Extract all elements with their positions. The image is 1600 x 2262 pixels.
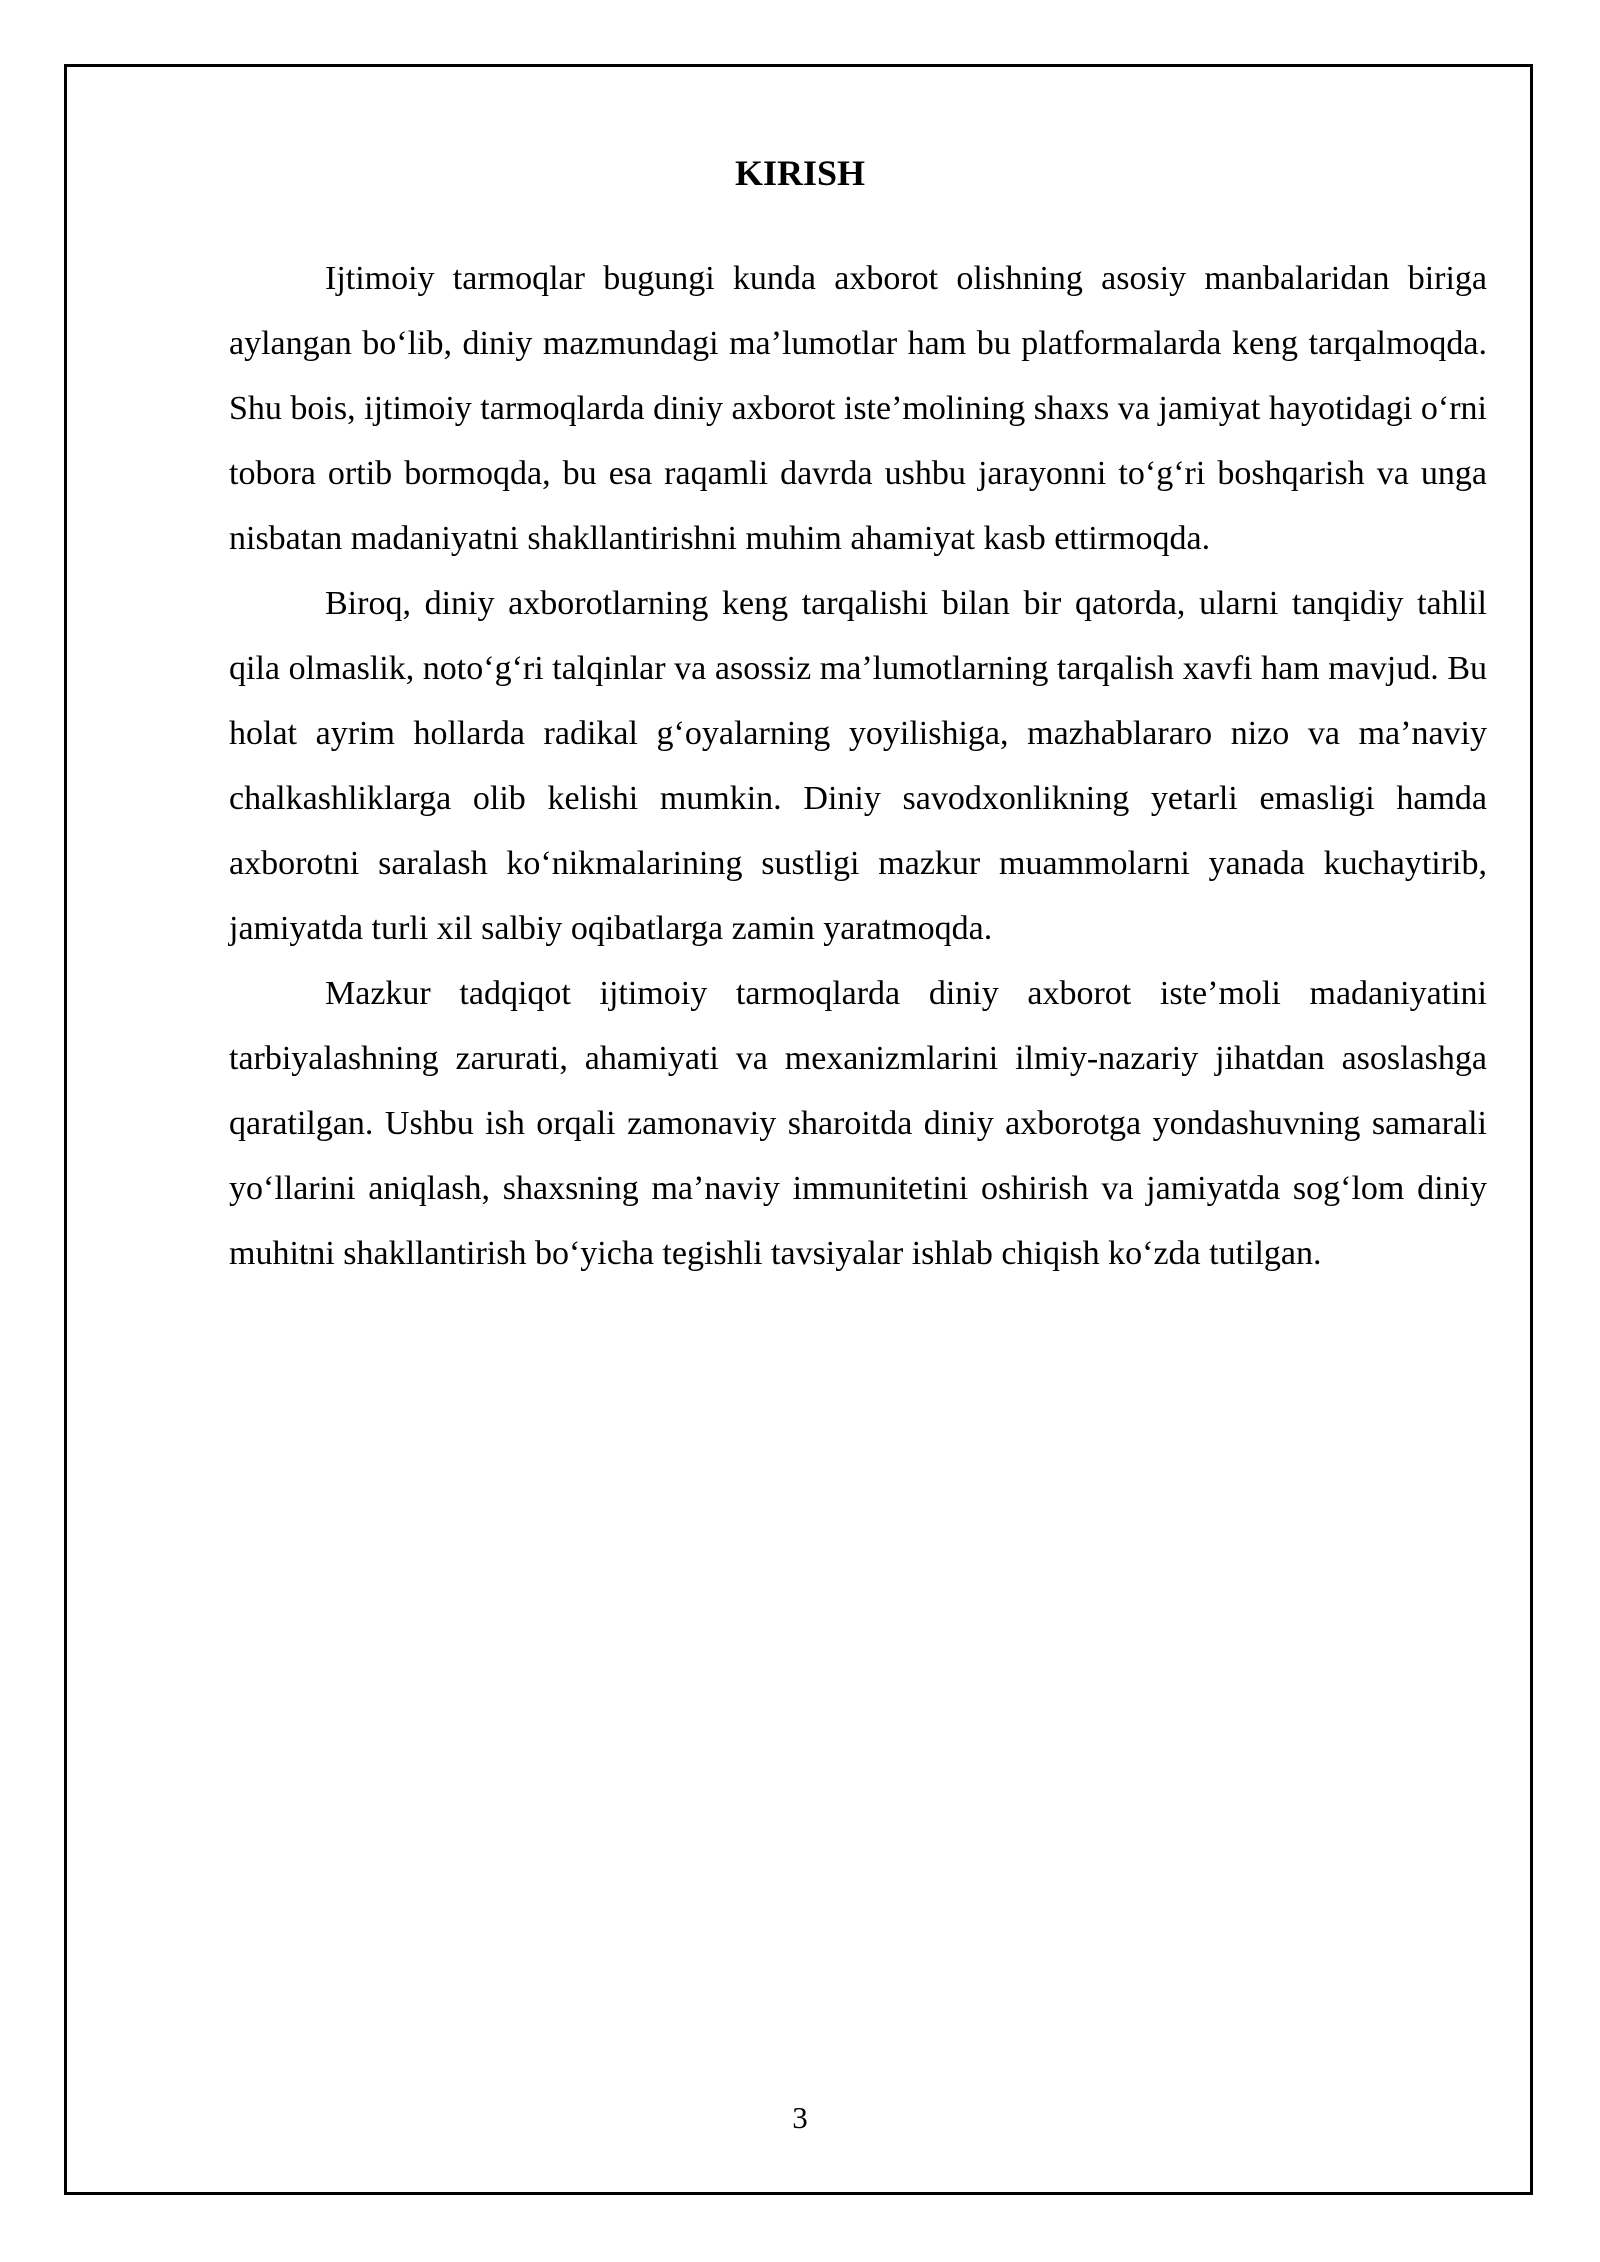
paragraph-3: Mazkur tadqiqot ijtimoiy tarmoqlarda diniy axborot isteʼmoli madaniyatini tarbiyalashning zarurati, ahamiyati va mexanizmlarini ilmiy-nazariy jihatdan asoslashga qaratilgan. Ushbu ish orqali zamonaviy sharoitda diniy axborotga yondashuvning samarali yoʻllarini aniqlash, shaxsning maʼnaviy immunitetini oshirish va jamiyatda sogʻlom diniy muhitni shakllantirish boʻyicha tegishli tavsiyalar ishlab chiqish koʻzda tutilgan. [229, 975, 1487, 1272]
section-title: KIRISH [734, 153, 866, 193]
body-text [229, 246, 1487, 1286]
paragraph-2: Biroq, diniy axborotlarning keng tarqalishi bilan bir qatorda, ularni tanqidiy tahlil qila olmaslik, notoʻgʻri talqinlar va asossiz maʼlumotlarning tarqalish xavfi ham mavjud. Bu holat ayrim hollarda radikal gʻoyalarning yoyilishiga, mazhablararo nizo va maʼnaviy chalkashliklarga olib kelishi mumkin. Diniy savodxonlikning yetarli emasligi hamda axborotni saralash koʻnikmalarining sustligi mazkur muammolarni yanada kuchaytirib, jamiyatda turli xil salbiy oqibatlarga zamin yaratmoqda. [229, 585, 1487, 947]
paragraph-1: Ijtimoiy tarmoqlar bugungi kunda axborot olishning asosiy manbalaridan biriga aylangan boʻlib, diniy mazmundagi maʼlumotlar ham bu platformalarda keng tarqalmoqda. Shu bois, ijtimoiy tarmoqlarda diniy axborot isteʼmolining shaxs va jamiyat hayotidagi oʻrni tobora ortib bormoqda, bu esa raqamli davrda ushbu jarayonni toʻgʻri boshqarish va unga nisbatan madaniyatni shakllantirishni muhim ahamiyat kasb ettirmoqda. [229, 260, 1487, 557]
page-number: 3 [792, 2100, 808, 2135]
